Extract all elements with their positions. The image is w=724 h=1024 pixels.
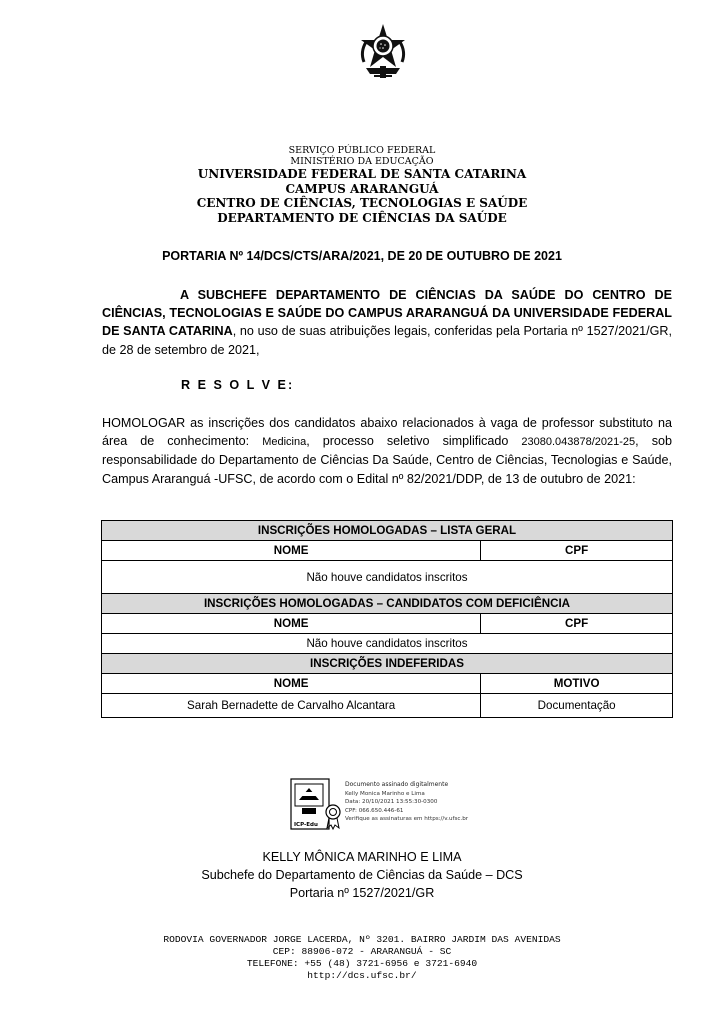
intro-bold-text: A SUBCHEFE DEPARTAMENTO DE CIÊNCIAS DA SAÚDE DO CENTRO DE CIÊNCIAS, TECNOLOGIAS E SAÚDE DO CAMPUS ARARANGUÁ DA UNIVERSIDADE FEDERAL DE SANTA CATARINA — [102, 288, 672, 339]
section-title-indeferidas: INSCRIÇÕES INDEFERIDAS — [102, 654, 673, 674]
institution-header — [0, 145, 724, 225]
seal-label: ICP-Edu — [294, 822, 318, 828]
digital-signature-stamp — [286, 777, 486, 835]
footer-address: RODOVIA GOVERNADOR JORGE LACERDA, Nº 3201. BAIRRO JARDIM DAS AVENIDAS — [163, 934, 561, 945]
processo-numero: 23080.043878/2021-25 — [521, 436, 636, 449]
header-line-centro: CENTRO DE CIÊNCIAS, TECNOLOGIAS E SAÚDE — [196, 196, 528, 210]
footer-phone: TELEFONE: +55 (48) 3721-6956 e 3721-6940 — [246, 958, 478, 969]
candidate-name: Sarah Bernadette de Carvalho Alcantara — [102, 694, 481, 718]
table-row — [102, 694, 673, 718]
address-footer — [0, 934, 724, 982]
column-header-nome: NOME — [102, 674, 481, 694]
empty-message-deficiencia: Não houve candidatos inscritos — [102, 634, 673, 654]
column-header-motivo: MOTIVO — [481, 674, 673, 694]
inscricoes-table — [101, 520, 673, 718]
icp-edu-seal-icon — [290, 778, 342, 834]
signer-name: KELLY MÔNICA MARINHO E LIMA — [262, 850, 462, 864]
signature-details — [345, 781, 468, 824]
empty-message-lista-geral: Não houve candidatos inscritos — [102, 561, 673, 594]
column-header-cpf: CPF — [481, 614, 673, 634]
signature-cpf: CPF: 066.650.446-61 — [345, 807, 404, 814]
section-title-lista-geral: INSCRIÇÕES HOMOLOGADAS – LISTA GERAL — [102, 521, 673, 541]
candidate-motivo: Documentação — [481, 694, 673, 718]
signature-name: Kelly Monica Marinho e Lima — [345, 790, 425, 797]
column-header-cpf: CPF — [481, 541, 673, 561]
header-line-departamento: DEPARTAMENTO DE CIÊNCIAS DA SAÚDE — [217, 210, 507, 225]
signer-role: Subchefe do Departamento de Ciências da Saúde – DCS — [201, 868, 523, 882]
signature-title: Documento assinado digitalmente — [345, 781, 449, 788]
intro-paragraph — [102, 286, 672, 359]
footer-cep: CEP: 88906-072 - ARARANGUÁ - SC — [272, 946, 452, 957]
signer-portaria: Portaria nº 1527/2021/GR — [289, 886, 435, 900]
header-line-ministerio: MINISTÉRIO DA EDUCAÇÃO — [290, 156, 434, 167]
portaria-title: PORTARIA Nº 14/DCS/CTS/ARA/2021, DE 20 DE OUTUBRO DE 2021 — [162, 249, 562, 263]
brazil-coat-of-arms-emblem — [356, 22, 410, 80]
intro-rest-text: , no uso de suas atribuições legais, conferidas pela Portaria nº 1527/2021/GR, de 28 de setembro de 2021, — [102, 324, 672, 357]
resolve-heading: R E S O L V E: — [181, 378, 295, 392]
footer-website-link[interactable]: http://dcs.ufsc.br/ — [307, 970, 417, 981]
header-line-servico: SERVIÇO PÚBLICO FEDERAL — [288, 145, 436, 156]
homologar-paragraph — [102, 414, 672, 488]
signer-block — [0, 848, 724, 902]
signature-date: Data: 20/10/2021 13:55:30-0300 — [345, 799, 438, 806]
column-header-nome: NOME — [102, 614, 481, 634]
column-header-nome: NOME — [102, 541, 481, 561]
homolog-text-3: , sob responsabilidade do Departamento de Ciências Da Saúde, Centro de Ciências, Tecnologias e Saúde, Campus Araranguá -UFSC, de acordo com o Edital nº 82/2021/DDP, de 13 de outubro de 2021: — [102, 434, 672, 486]
section-title-deficiencia: INSCRIÇÕES HOMOLOGADAS – CANDIDATOS COM DEFICIÊNCIA — [102, 594, 673, 614]
header-line-campus: CAMPUS ARARANGUÁ — [285, 181, 439, 196]
area-conhecimento: Medicina — [262, 436, 307, 449]
signature-verify-link[interactable]: Verifique as assinaturas em https://v.ufsc.br — [345, 816, 469, 823]
homolog-text-2: , processo seletivo simplificado — [306, 434, 522, 449]
header-line-universidade: UNIVERSIDADE FEDERAL DE SANTA CATARINA — [197, 167, 527, 181]
homolog-text-1: HOMOLOGAR as inscrições dos candidatos abaixo relacionados à vaga de professor substituto na área de conhecimento: — [102, 416, 672, 449]
